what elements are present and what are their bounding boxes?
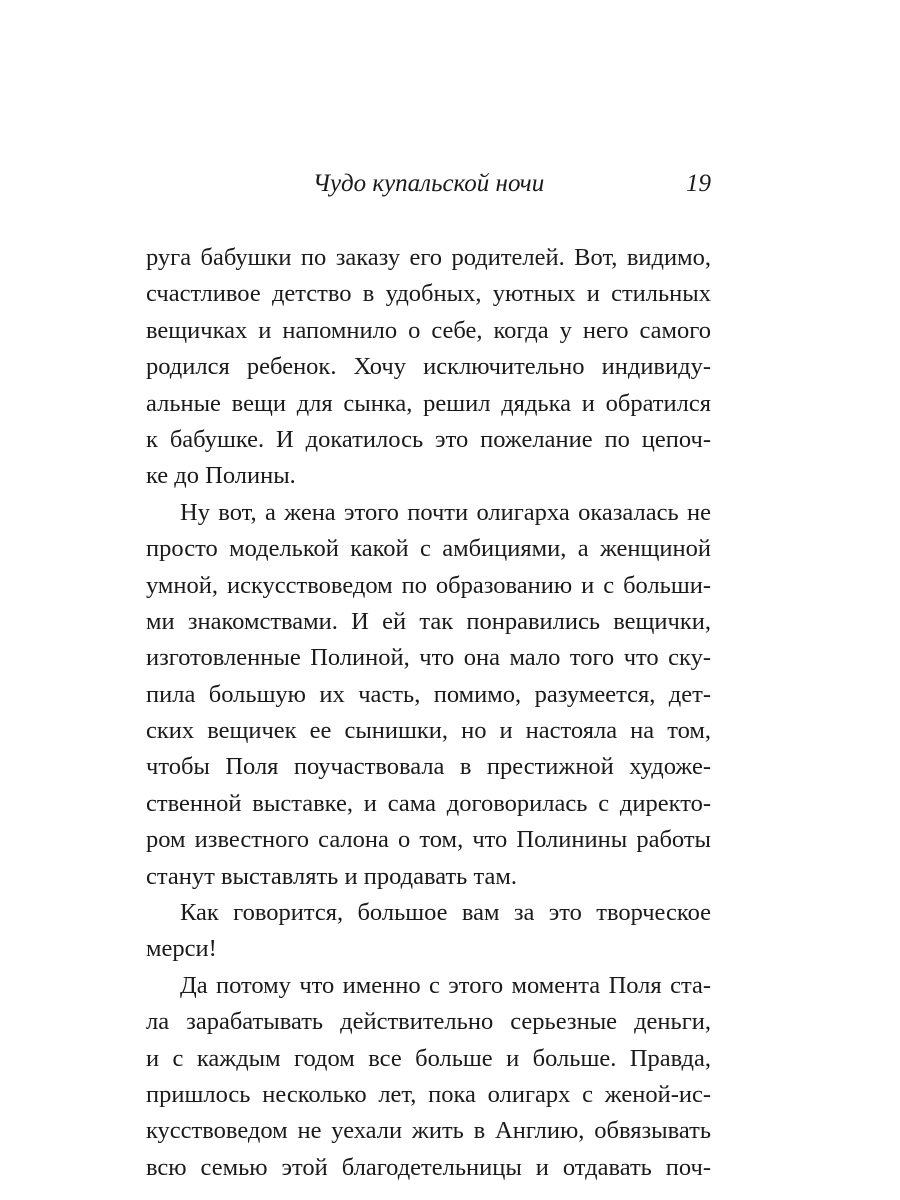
text-line: ственной выставке, и сама договорилась с директо- bbox=[146, 789, 711, 817]
text-line: к бабушке. И докатилось это пожелание по цепоч- bbox=[146, 425, 711, 453]
text-line: Ну вот, а жена этого почти олигарха оказалась не bbox=[180, 498, 711, 526]
text-line: ром известного салона о том, что Полинины работы bbox=[146, 826, 711, 854]
running-head bbox=[146, 170, 711, 206]
text-line: родился ребенок. Хочу исключительно индивиду- bbox=[146, 353, 711, 381]
text-line: альные вещи для сынка, решил дядька и обратился bbox=[146, 389, 711, 417]
text-line: Да потому что именно с этого момента Поля ста- bbox=[180, 971, 711, 999]
text-line: руга бабушки по заказу его родителей. Вот, видимо, bbox=[146, 244, 711, 271]
text-line: Как говорится, большое вам за это творческое bbox=[180, 899, 711, 927]
page-number: 19 bbox=[686, 170, 711, 197]
text-line: вещичках и напомнило о себе, когда у него самого bbox=[146, 316, 711, 344]
text-line: кусствоведом не уехали жить в Англию, обвязывать bbox=[146, 1117, 711, 1145]
text-line: ми знакомствами. И ей так понравились вещички, bbox=[146, 607, 711, 635]
paragraph-2 bbox=[146, 495, 711, 895]
text-line: пила большую их часть, помимо, разумеется, дет- bbox=[146, 680, 711, 708]
text-line: счастливое детство в удобных, уютных и стильных bbox=[146, 280, 711, 308]
paragraph-4 bbox=[146, 968, 711, 1186]
text-line: станут выставлять и продавать там. bbox=[146, 862, 517, 890]
text-line: изготовленные Полиной, что она мало того что ску- bbox=[146, 644, 711, 672]
text-line: ке до Полины. bbox=[146, 462, 296, 490]
body-text bbox=[146, 240, 711, 1186]
paragraph-1 bbox=[146, 240, 711, 495]
paragraph-3 bbox=[146, 895, 711, 968]
text-line: и с каждым годом все больше и больше. Правда, bbox=[146, 1044, 711, 1072]
text-line: чтобы Поля поучаствовала в престижной художе- bbox=[146, 753, 711, 781]
text-line: просто моделькой какой с амбициями, а женщиной bbox=[146, 535, 711, 563]
text-line: всю семью этой благодетельницы и отдавать поч- bbox=[146, 1153, 711, 1181]
text-line: умной, искусствоведом по образованию и с больши- bbox=[146, 571, 711, 599]
running-title: Чудо купальской ночи bbox=[312, 170, 545, 197]
text-line: ских вещичек ее сынишки, но и настояла на том, bbox=[146, 717, 711, 745]
text-line: ла зарабатывать действительно серьезные деньги, bbox=[146, 1008, 711, 1036]
text-line: пришлось несколько лет, пока олигарх с женой-ис- bbox=[146, 1080, 711, 1108]
text-line: мерси! bbox=[146, 935, 217, 963]
